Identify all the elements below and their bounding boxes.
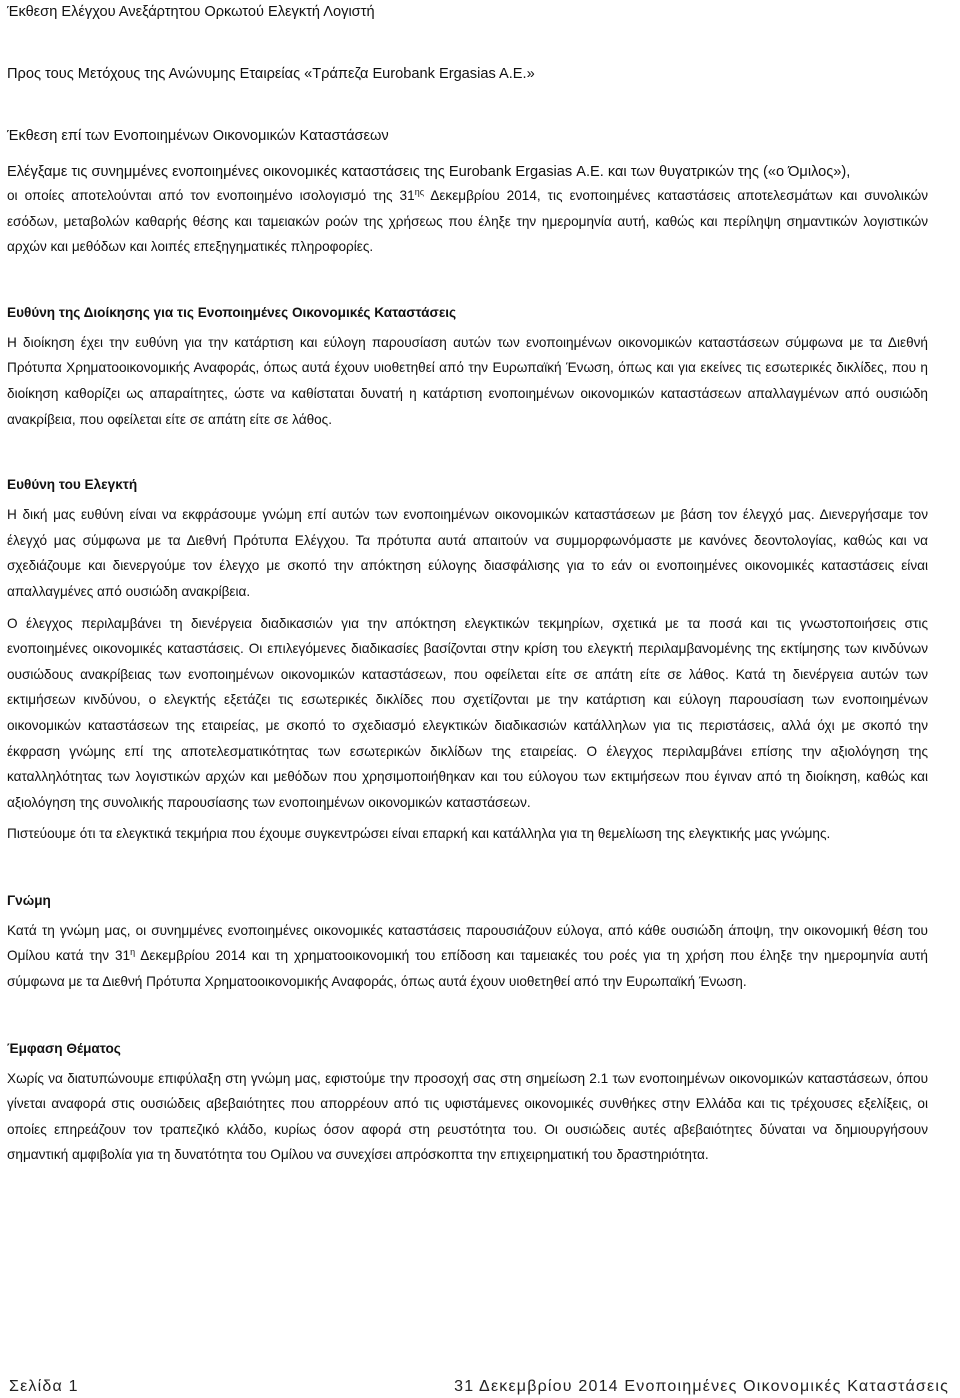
footer-document-title: 31 Δεκεμβρίου 2014 Ενοποιημένες Οικονομικές Καταστάσεις <box>454 1378 949 1395</box>
spacer <box>7 323 928 330</box>
intro-superscript: ης <box>414 187 425 197</box>
spacer <box>7 260 928 303</box>
emphasis-paragraph: Χωρίς να διατυπώνουμε επιφύλαξη στη γνώμη μας, εφιστούμε την προσοχή σας στη σημείωση 2.1 των ενοποιημένων οικονομικών καταστάσεων, όπου γίνεται αναφορά στις ουσιώδεις αβεβαιότητες που απορρέουν από τις υφιστάμενες οικονομικές συνθήκες στην Ελλάδα και τις τρέχουσες εξελίξεις, οι οποίες επηρεάζουν τον τραπεζικό κλάδο, κυρίως όσον αφορά στη ρευστότητα του. Οι ουσιώδεις αυτές αβεβαιότητες δύναται να δημιουργήσουν σημαντική αμφιβολία για τη δυνατότητα του Ομίλου να συνεχίσει απρόσκοπτα την επιχειρηματική του δραστηριότητα. <box>7 1070 928 1163</box>
intro-text-end: Δεκεμβρίου 2014, τις ενοποιημένες καταστάσεις αποτελεσμάτων και συνολικών εσόδων, μεταβολών καθαρής θέσης και ταμειακών ροών της χρήσεως που έληξε την ημερομηνία αυτή, καθώς και περίληψη σημαντικών λογιστικών αρχών και μεθόδων και λοιπές επεξηγηματικές πληροφορίες. <box>7 188 928 255</box>
spacer <box>7 995 928 1039</box>
spacer <box>7 432 928 475</box>
opinion-superscript: η <box>130 947 136 958</box>
report-heading: Έκθεση επί των Ενοποιημένων Οικονομικών Καταστάσεων <box>7 128 389 144</box>
spacer <box>7 911 928 918</box>
auditor-heading: Ευθύνη του Ελεγκτή <box>7 477 138 493</box>
auditor-paragraph-1: Η δική μας ευθύνη είναι να εκφράσουμε γνώμη επί αυτών των ενοποιημένων οικονομικών καταστάσεων με βάση τον έλεγχό μας. Διενεργήσαμε τον έλεγχό μας σύμφωνα με τα Διεθνή Πρότυπα Ελέγχου. Τα πρότυπα αυτά απαιτούν να συμμορφωνόμαστε με κανόνες δεοντολογίας, καθώς και να σχεδιάζουμε και διενεργούμε τον έλεγχο με σκοπό την απόκτηση εύλογης διασφάλισης για το εάν οι ενοποιημένες οικονομικές καταστάσεις είναι απαλλαγμένες από ουσιώδη ανακρίβεια. <box>7 507 928 599</box>
page-footer <box>9 1376 949 1398</box>
opinion-text-end: Δεκεμβρίου 2014 και τη χρηματοοικονομική του επίδοση και ταμειακές του ροές για τη χρήση που έληξε την ημερομηνία αυτή σύμφωνα με τα Διεθνή Πρότυπα Χρηματοοικονομικής Αναφοράς, όπως αυτά έχουν υιοθετηθεί από την Ευρωπαϊκή Ένωση. <box>7 948 928 990</box>
document-title: Έκθεση Ελέγχου Ανεξάρτητου Ορκωτού Ελεγκτή Λογιστή <box>7 4 375 20</box>
intro-text-start: οι οποίες αποτελούνται από τον ενοποιημένο ισολογισμό της 31 <box>7 188 415 203</box>
intro-paragraph <box>7 183 928 260</box>
opinion-text-start: Κατά τη γνώμη μας, οι συνημμένες ενοποιημένες οικονομικές καταστάσεις παρουσιάζουν εύλογα, από κάθε ουσιώδη άποψη, την οικονομική θέση του Ομίλου κατά την 31 <box>7 922 928 964</box>
document-body <box>7 0 928 1168</box>
opinion-paragraph <box>7 918 928 995</box>
spacer <box>7 1059 928 1066</box>
auditor-paragraph-3: Πιστεύουμε ότι τα ελεγκτικά τεκμήρια που έχουμε συγκεντρώσει είναι επαρκή και κατάλληλα για τη θεμελίωση της ελεγκτικής μας γνώμης. <box>7 826 831 842</box>
management-paragraph: Η διοίκηση έχει την ευθύνη για την κατάρτιση και εύλογη παρουσίαση αυτών των ενοποιημένων οικονομικών καταστάσεων σύμφωνα με τα Διεθνή Πρότυπα Χρηματοοικονομικής Αναφοράς, όπως αυτά έχουν υιοθετηθεί από την Ευρωπαϊκή Ένωση, όπως και για εκείνες τις εσωτερικές δικλίδες, που η διοίκηση καθορίζει ως απαραίτητες, ώστε να καθίσταται δυνατή η κατάρτιση ενοποιημένων οικονομικών καταστάσεων απαλλαγμένων από ουσιώδη ανακρίβεια, που οφείλεται είτε σε απάτη είτε σε λάθος. <box>7 334 928 427</box>
addressee-line: Προς τους Μετόχους της Ανώνυμης Εταιρείας «Τράπεζα Eurobank Ergasias A.E.» <box>7 66 535 82</box>
page-number-label: Σελίδα 1 <box>9 1378 79 1395</box>
spacer <box>7 495 928 502</box>
intro-lead: Ελέγξαμε τις συνημμένες ενοποιημένες οικονομικές καταστάσεις της Eurobank Ergasias Α.Ε. και των θυγατρικών της («ο Όμιλος»), <box>7 164 851 180</box>
auditor-paragraph-2: Ο έλεγχος περιλαμβάνει τη διενέργεια διαδικασιών για την απόκτηση ελεγκτικών τεκμηρίων, σχετικά με τα ποσά και τις γνωστοποιήσεις στις ενοποιημένες οικονομικές καταστάσεις. Οι επιλεγόμενες διαδικασίες βασίζονται στην κρίση του ελεγκτή περιλαμβανομένης της εκτίμησης των κινδύνων ουσιώδους ανακρίβειας των ενοποιημένων οικονομικών καταστάσεων, που οφείλεται είτε σε απάτη είτε σε λάθος. Κατά τη διενέργεια αυτών των εκτιμήσεων κινδύνου, ο ελεγκτής εξετάζει τις εσωτερικές δικλίδες που σχετίζονται με την κατάρτιση και εύλογη παρουσίαση των ενοποιημένων οικονομικών καταστάσεων της εταιρείας, με σκοπό το σχεδιασμό ελεγκτικών διαδικασιών κατάλληλων για τις περιστάσεις, αλλά όχι με σκοπό την έκφραση γνώμης επί της αποτελεσματικότητας των εσωτερικών δικλίδων της εταιρείας. Ο έλεγχος περιλαμβάνει επίσης την αξιολόγηση της καταλληλότητας των λογιστικών αρχών και μεθόδων που χρησιμοποιήθηκαν και του εύλογου των εκτιμήσεων που έγιναν από τη διοίκηση, καθώς και αξιολόγηση της συνολικής παρουσίασης των ενοποιημένων οικονομικών καταστάσεων. <box>7 615 928 810</box>
management-heading: Ευθύνη της Διοίκησης για τις Ενοποιημένες Οικονομικές Καταστάσεις <box>7 304 457 320</box>
emphasis-heading: Έμφαση Θέματος <box>7 1040 121 1056</box>
spacer <box>7 847 928 891</box>
opinion-heading: Γνώμη <box>7 892 51 908</box>
